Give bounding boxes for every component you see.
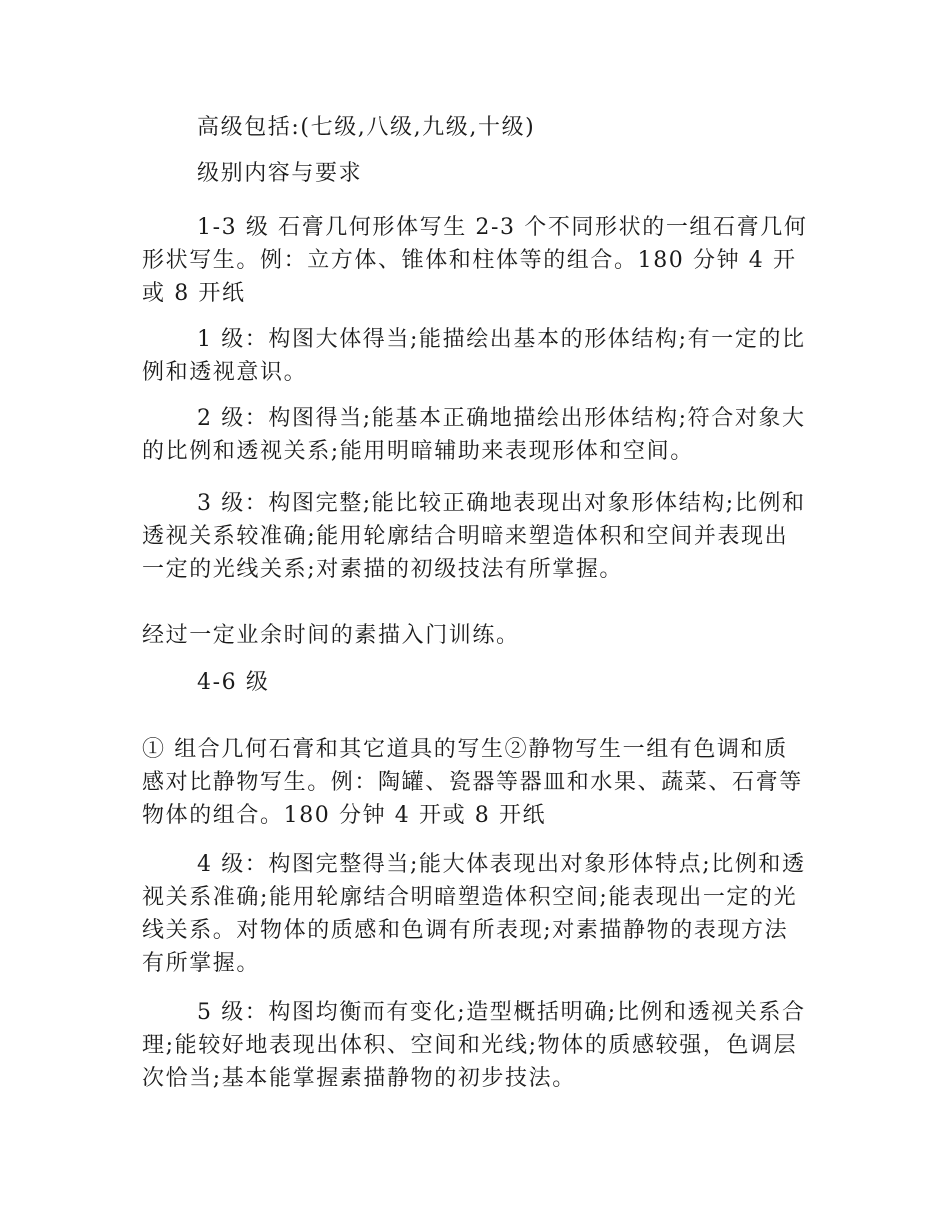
paragraph-level-content-heading: 级别内容与要求 — [197, 161, 363, 186]
paragraph-level-3: 3 级：构图完整;能比较正确地表现出对象形体结构;比例和透视关系较准确;能用轮廓结合明暗来塑造体积和空间并表现出一定的光线关系;对素描的初级技法有所掌握。 — [142, 491, 806, 582]
paragraph-training-note: 经过一定业余时间的素描入门训练。 — [142, 623, 520, 648]
paragraph-levels-1-3: 1-3 级 石膏几何形体写生 2-3 个不同形状的一组石膏几何形状写生。例：立方体、锥体和柱体等的组合。180 分钟 4 开或 8 开纸 — [142, 215, 808, 306]
paragraph-level-2: 2 级：构图得当;能基本正确地描绘出形体结构;符合对象大的比例和透视关系;能用明暗辅助来表现形体和空间。 — [142, 406, 806, 464]
paragraph-level-5: 5 级：构图均衡而有变化;造型概括明确;比例和透视关系合理;能较好地表现出体积、空间和光线;物体的质感较强，色调层次恰当;基本能掌握素描静物的初步技法。 — [142, 1000, 806, 1091]
paragraph-level-4: 4 级：构图完整得当;能大体表现出对象形体特点;比例和透视关系准确;能用轮廓结合明暗塑造体积空间;能表现出一定的光线关系。对物体的质感和色调有所表现;对素描静物的表现方法有所掌握。 — [142, 852, 806, 976]
paragraph-advanced-levels: 高级包括:(七级,八级,九级,十级) — [197, 115, 536, 140]
paragraph-level-1: 1 级：构图大体得当;能描绘出基本的形体结构;有一定的比例和透视意识。 — [142, 327, 806, 385]
paragraph-levels-4-6-heading: 4-6 级 — [197, 670, 270, 695]
paragraph-levels-4-6-content: ① 组合几何石膏和其它道具的写生②静物写生一组有色调和质感对比静物写生。例：陶罐、瓷器等器皿和水果、蔬菜、石膏等物体的组合。180 分钟 4 开或 8 开纸 — [142, 737, 803, 828]
